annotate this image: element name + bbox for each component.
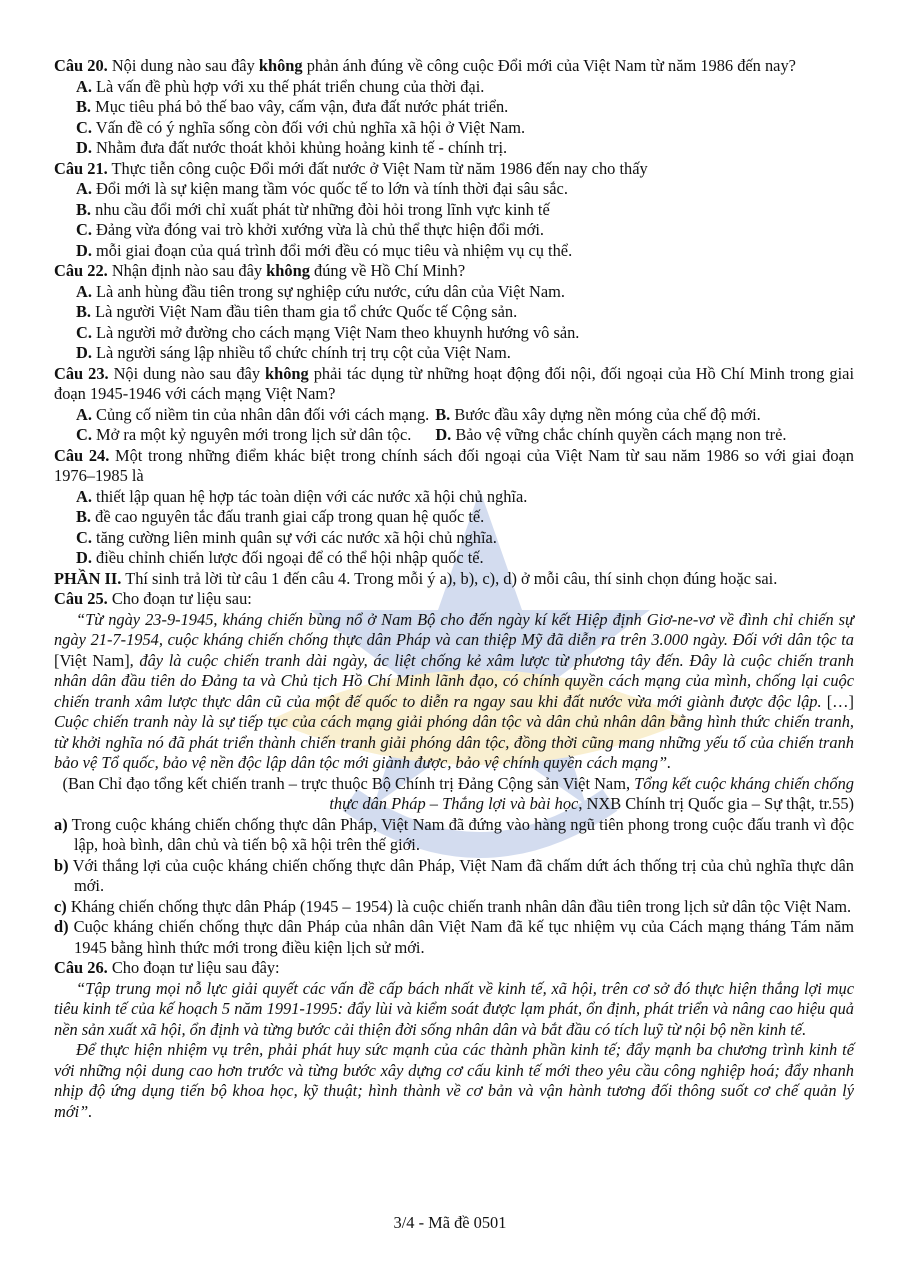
option-c[interactable]: C. tăng cường liên minh quân sự với các nước xã hội chủ nghĩa. (76, 527, 497, 547)
option-d[interactable]: D. Bảo vệ vững chắc chính quyền cách mạng non trẻ. (435, 425, 787, 444)
option-a[interactable]: A. Củng cố niềm tin của nhân dân đối với cách mạng. (76, 404, 430, 424)
statement-a[interactable]: a) Trong cuộc kháng chiến chống thực dân Pháp, Việt Nam đã đứng vào hàng ngũ tiên phong trong cuộc đấu tranh vì độc lập, hoà bình, dân chủ và tiến bộ xã hội trên thế giới. (54, 814, 854, 854)
source-quote: “Từ ngày 23-9-1945, kháng chiến bùng nổ ở Nam Bộ cho đến ngày kí kết Hiệp định Giơ-ne-vơ về đình chỉ chiến sự ngày 21-7-1954, cuộc kháng chiến chống thực dân Pháp và can thiệp Mỹ đã diễn ra trên 3.000 ngày. Đối với dân tộc ta [Việt Nam], đây là cuộc chiến tranh dài ngày, ác liệt chống kẻ xâm lược từ phương tây đến. Đây là cuộc chiến tranh nhân dân đầu tiên do Đảng ta và Chủ tịch Hồ Chí Minh lãnh đạo, có chính quyền cách mạng của mình, chống lại cuộc chiến tranh xâm lược thực dân cũ của một đế quốc to diễn ra ngay sau khi đất nước vừa mới giành được độc lập. […] Cuộc chiến tranh này là sự tiếp tục của cách mạng giải phóng dân tộc và dân chủ nhân dân bằng hình thức chiến tranh, từ khởi nghĩa nó đã phát triển thành chiến tranh giải phóng dân tộc, đồng thời cũng mang những yếu tố của chiến tranh bảo vệ Tổ quốc, bảo vệ nền độc lập dân tộc mới giành được, bảo vệ chính quyền cách mạng”. (54, 609, 854, 772)
question-label: Câu 24. (54, 445, 110, 465)
question-label: Câu 26. (54, 958, 108, 977)
source-citation: (Ban Chỉ đạo tổng kết chiến tranh – trực thuộc Bộ Chính trị Đảng Cộng sản Việt Nam, Tổng kết cuộc kháng chiến chống thực dân Pháp – Thắng lợi và bài học, NXB Chính trị Quốc gia – Sự thật, tr.55) (62, 773, 854, 813)
statement-b[interactable]: b) Với thắng lợi của cuộc kháng chiến chống thực dân Pháp, Việt Nam đã chấm dứt ách thống trị của chủ nghĩa thực dân mới. (54, 855, 854, 895)
option-a[interactable]: A. Đổi mới là sự kiện mang tầm vóc quốc tế to lớn và tính thời đại sâu sắc. (76, 179, 568, 198)
question-24: Câu 24. Một trong những điểm khác biệt trong chính sách đối ngoại của Việt Nam từ sau năm 1986 so với giai đoạn 1976–1985 là (54, 445, 854, 485)
option-d[interactable]: D. Là người sáng lập nhiều tổ chức chính trị trụ cột của Việt Nam. (76, 343, 511, 362)
option-b[interactable]: B. Mục tiêu phá bỏ thế bao vây, cấm vận, đưa đất nước phát triển. (76, 97, 509, 116)
exam-page (54, 56, 854, 1122)
options-row-cd (54, 425, 854, 446)
option-a[interactable]: A. Là vấn đề phù hợp với xu thế phát triển chung của thời đại. (76, 76, 485, 96)
question-20: Câu 20. Nội dung nào sau đây không phản ánh đúng về công cuộc Đổi mới của Việt Nam từ năm 1986 đến nay? (54, 56, 796, 75)
option-b[interactable]: B. đề cao nguyên tắc đấu tranh giai cấp trong quan hệ quốc tế. (76, 507, 485, 526)
source-quote-paragraph-2: Để thực hiện nhiệm vụ trên, phải phát huy sức mạnh của các thành phần kinh tế; đẩy mạnh ba chương trình kinh tế với những nội dung cao hơn trước và từng bước xây dựng cơ cấu kinh tế mới theo yêu cầu công nghiệp hoá; đẩy nhanh nhịp độ ứng dụng tiến bộ khoa học, kỹ thuật; hình thành về cơ bản và vận hành tương đối thông suốt cơ chế quản lý mới”. (54, 1040, 854, 1121)
option-b[interactable]: B. nhu cầu đổi mới chỉ xuất phát từ những đòi hỏi trong lĩnh vực kinh tế (76, 199, 550, 219)
option-d[interactable]: D. Nhằm đưa đất nước thoát khỏi khủng hoảng kinh tế - chính trị. (76, 138, 508, 157)
option-a[interactable]: A. Là anh hùng đầu tiên trong sự nghiệp cứu nước, cứu dân của Việt Nam. (76, 281, 565, 301)
question-23: Câu 23. Nội dung nào sau đây không phải tác dụng từ những hoạt động đối nội, đối ngoại của Hồ Chí Minh trong giai đoạn 1945-1946 với cách mạng Việt Nam? (54, 363, 854, 403)
question-label: Câu 21. (54, 158, 108, 178)
statement-d[interactable]: d) Cuộc kháng chiến chống thực dân Pháp của nhân dân Việt Nam đã kế tục nhiệm vụ của Cách mạng tháng Tám năm 1945 bằng hình thức mới trong điều kiện lịch sử mới. (54, 917, 854, 957)
option-d[interactable]: D. điều chỉnh chiến lược đối ngoại để có thể hội nhập quốc tế. (76, 548, 484, 567)
question-26: Câu 26. Cho đoạn tư liệu sau đây: (54, 958, 280, 977)
statement-c[interactable]: c) Kháng chiến chống thực dân Pháp (1945 – 1954) là cuộc chiến tranh nhân dân đầu tiên trong lịch sử dân tộc Việt Nam. (54, 896, 852, 916)
option-d[interactable]: D. mỗi giai đoạn của quá trình đổi mới đều có mục tiêu và nhiệm vụ cụ thể. (76, 240, 573, 260)
option-b[interactable]: B. Bước đầu xây dựng nền móng của chế độ mới. (435, 404, 761, 424)
question-label: Câu 22. (54, 261, 108, 280)
question-label: Câu 20. (54, 56, 108, 75)
option-c[interactable]: C. Đảng vừa đóng vai trò khởi xướng vừa là chủ thể thực hiện đổi mới. (76, 220, 545, 239)
question-21: Câu 21. Thực tiễn công cuộc Đổi mới đất nước ở Việt Nam từ năm 1986 đến nay cho thấy (54, 158, 648, 178)
part-2-heading: PHẦN II. Thí sinh trả lời từ câu 1 đến câu 4. Trong mỗi ý a), b), c), d) ở mỗi câu, thí sinh chọn đúng hoặc sai. (54, 568, 778, 588)
options-row-ab (54, 405, 854, 426)
option-a[interactable]: A. thiết lập quan hệ hợp tác toàn diện với các nước xã hội chủ nghĩa. (76, 486, 528, 506)
question-label: Câu 25. (54, 589, 108, 608)
question-label: Câu 23. (54, 363, 109, 383)
option-c[interactable]: C. Mở ra một kỷ nguyên mới trong lịch sử dân tộc. (76, 425, 412, 444)
question-25: Câu 25. Cho đoạn tư liệu sau: (54, 589, 252, 608)
question-22: Câu 22. Nhận định nào sau đây không đúng về Hồ Chí Minh? (54, 261, 466, 280)
option-c[interactable]: C. Là người mở đường cho cách mạng Việt Nam theo khuynh hướng vô sản. (76, 322, 580, 342)
page-footer: 3/4 - Mã đề 0501 (393, 1213, 507, 1232)
option-b[interactable]: B. Là người Việt Nam đầu tiên tham gia tổ chức Quốc tế Cộng sản. (76, 302, 518, 321)
option-c[interactable]: C. Vấn đề có ý nghĩa sống còn đối với chủ nghĩa xã hội ở Việt Nam. (76, 117, 526, 137)
source-quote-paragraph-1: “Tập trung mọi nỗ lực giải quyết các vấn đề cấp bách nhất về kinh tế, xã hội, trên cơ sở đó thực hiện thắng lợi mục tiêu kinh tế của kế hoạch 5 năm 1991-1995: đẩy lùi và kiểm soát được lạm phát, ổn định, phát triển và nâng cao hiệu quả nền sản xuất xã hội, ổn định và từng bước cải thiện đời sống nhân dân và bắt đầu có tích luỹ từ nội bộ nền kinh tế. (54, 978, 854, 1039)
